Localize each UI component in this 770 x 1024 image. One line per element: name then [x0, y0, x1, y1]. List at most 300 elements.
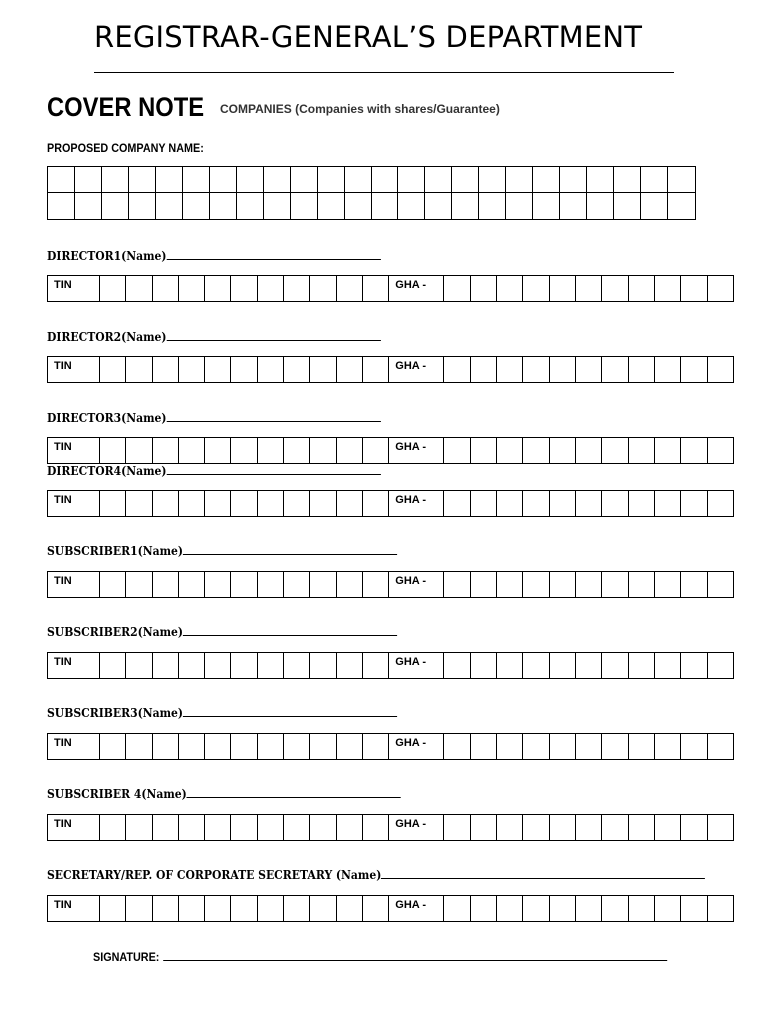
tin-digit-box[interactable]	[310, 357, 336, 382]
director2-tin-row[interactable]	[47, 356, 734, 383]
tin-label: TIN	[48, 653, 100, 678]
tin-digit-box[interactable]	[258, 734, 284, 759]
gha-digit-box[interactable]	[576, 572, 602, 597]
proposed-company-name-label: PROPOSED COMPANY NAME:	[47, 141, 204, 155]
gha-label: GHA -	[389, 572, 444, 597]
cover-heading	[47, 92, 500, 123]
tin-digit-box[interactable]	[337, 653, 363, 678]
gha-digit-box[interactable]	[708, 653, 733, 678]
cover-note-subtitle: COMPANIES (Companies with shares/Guarantee)	[219, 102, 500, 116]
tin-digit-box[interactable]	[153, 276, 179, 301]
director2-label: DIRECTOR2(Name)	[47, 330, 381, 344]
name-char-box[interactable]	[533, 193, 560, 219]
gha-digit-box[interactable]	[655, 357, 681, 382]
tin-digit-box[interactable]	[126, 438, 152, 463]
gha-digit-box[interactable]	[471, 491, 497, 516]
tin-digit-box[interactable]	[337, 438, 363, 463]
gha-digit-box[interactable]	[708, 438, 733, 463]
gha-digit-box[interactable]	[523, 572, 549, 597]
gha-digit-box[interactable]	[629, 896, 655, 921]
tin-digit-box[interactable]	[100, 357, 126, 382]
tin-digit-box[interactable]	[231, 896, 257, 921]
tin-digit-box[interactable]	[310, 653, 336, 678]
tin-digit-box[interactable]	[310, 896, 336, 921]
name-line[interactable]	[183, 625, 397, 636]
gha-digit-box[interactable]	[655, 896, 681, 921]
gha-digit-box[interactable]	[681, 653, 707, 678]
name-char-box[interactable]	[264, 193, 291, 219]
name-line[interactable]	[183, 706, 397, 717]
gha-digit-box[interactable]	[497, 815, 523, 840]
tin-digit-box[interactable]	[337, 815, 363, 840]
name-char-box[interactable]	[183, 167, 210, 193]
tin-digit-box[interactable]	[231, 491, 257, 516]
tin-digit-box[interactable]	[153, 491, 179, 516]
name-char-box[interactable]	[210, 167, 237, 193]
gha-digit-box[interactable]	[629, 653, 655, 678]
tin-digit-box[interactable]	[284, 357, 310, 382]
header-rule	[94, 72, 674, 73]
director3-tin-row[interactable]	[47, 437, 734, 464]
gha-digit-box[interactable]	[681, 491, 707, 516]
tin-digit-box[interactable]	[310, 734, 336, 759]
tin-digit-box[interactable]	[231, 438, 257, 463]
tin-digit-box[interactable]	[310, 491, 336, 516]
tin-digit-box[interactable]	[284, 438, 310, 463]
gha-digit-box[interactable]	[576, 357, 602, 382]
gha-digit-box[interactable]	[471, 276, 497, 301]
tin-digit-box[interactable]	[153, 357, 179, 382]
gha-digit-box[interactable]	[444, 438, 470, 463]
gha-digit-box[interactable]	[497, 896, 523, 921]
gha-digit-box[interactable]	[681, 357, 707, 382]
name-char-box[interactable]	[156, 167, 183, 193]
gha-digit-box[interactable]	[471, 438, 497, 463]
tin-digit-box[interactable]	[258, 491, 284, 516]
tin-digit-box[interactable]	[153, 438, 179, 463]
name-char-box[interactable]	[506, 167, 533, 193]
tin-digit-box[interactable]	[126, 276, 152, 301]
name-char-box[interactable]	[398, 167, 425, 193]
gha-label: GHA -	[389, 491, 444, 516]
name-char-box[interactable]	[398, 193, 425, 219]
director3-label: DIRECTOR3(Name)	[47, 411, 381, 425]
name-char-box[interactable]	[587, 193, 614, 219]
tin-label: TIN	[48, 734, 100, 759]
tin-digit-box[interactable]	[153, 896, 179, 921]
tin-digit-box[interactable]	[126, 572, 152, 597]
gha-digit-box[interactable]	[444, 491, 470, 516]
tin-digit-box[interactable]	[100, 491, 126, 516]
gha-digit-box[interactable]	[444, 357, 470, 382]
gha-digit-box[interactable]	[576, 276, 602, 301]
gha-digit-box[interactable]	[655, 815, 681, 840]
tin-digit-box[interactable]	[205, 896, 231, 921]
name-char-box[interactable]	[372, 167, 399, 193]
gha-digit-box[interactable]	[655, 734, 681, 759]
gha-digit-box[interactable]	[523, 438, 549, 463]
gha-digit-box[interactable]	[681, 896, 707, 921]
name-char-box[interactable]	[264, 167, 291, 193]
name-char-box[interactable]	[425, 193, 452, 219]
gha-digit-box[interactable]	[471, 653, 497, 678]
gha-digit-box[interactable]	[602, 491, 628, 516]
gha-digit-box[interactable]	[497, 572, 523, 597]
tin-digit-box[interactable]	[337, 734, 363, 759]
name-line[interactable]	[167, 249, 381, 260]
secretary-tin-row[interactable]	[47, 895, 734, 922]
tin-digit-box[interactable]	[231, 276, 257, 301]
tin-digit-box[interactable]	[126, 734, 152, 759]
tin-digit-box[interactable]	[179, 896, 205, 921]
gha-digit-box[interactable]	[708, 572, 733, 597]
tin-digit-box[interactable]	[310, 276, 336, 301]
gha-digit-box[interactable]	[444, 734, 470, 759]
tin-digit-box[interactable]	[310, 438, 336, 463]
gha-digit-box[interactable]	[708, 357, 733, 382]
gha-digit-box[interactable]	[523, 815, 549, 840]
gha-digit-box[interactable]	[681, 572, 707, 597]
gha-digit-box[interactable]	[655, 572, 681, 597]
gha-digit-box[interactable]	[523, 276, 549, 301]
name-char-box[interactable]	[641, 167, 668, 193]
tin-digit-box[interactable]	[126, 491, 152, 516]
gha-digit-box[interactable]	[523, 357, 549, 382]
tin-digit-box[interactable]	[310, 572, 336, 597]
tin-digit-box[interactable]	[100, 815, 126, 840]
name-char-box[interactable]	[102, 193, 129, 219]
gha-digit-box[interactable]	[681, 276, 707, 301]
tin-digit-box[interactable]	[231, 357, 257, 382]
tin-digit-box[interactable]	[100, 438, 126, 463]
gha-digit-box[interactable]	[550, 734, 576, 759]
gha-label: GHA -	[389, 276, 444, 301]
name-char-box[interactable]	[75, 193, 102, 219]
gha-digit-box[interactable]	[708, 276, 733, 301]
tin-digit-box[interactable]	[126, 357, 152, 382]
gha-digit-box[interactable]	[681, 815, 707, 840]
tin-digit-box[interactable]	[258, 653, 284, 678]
tin-digit-box[interactable]	[363, 572, 389, 597]
name-char-box[interactable]	[533, 167, 560, 193]
name-line[interactable]	[183, 544, 397, 555]
tin-label: TIN	[48, 438, 100, 463]
gha-digit-box[interactable]	[681, 734, 707, 759]
gha-digit-box[interactable]	[444, 572, 470, 597]
department-title: REGISTRAR-GENERAL’S DEPARTMENT	[94, 20, 643, 54]
gha-digit-box[interactable]	[471, 815, 497, 840]
gha-digit-box[interactable]	[681, 438, 707, 463]
name-char-box[interactable]	[479, 167, 506, 193]
cover-note-title: COVER NOTE	[47, 92, 205, 122]
tin-digit-box[interactable]	[100, 572, 126, 597]
name-char-box[interactable]	[506, 193, 533, 219]
gha-digit-box[interactable]	[471, 896, 497, 921]
subscriber4-tin-row[interactable]	[47, 814, 734, 841]
gha-digit-box[interactable]	[444, 653, 470, 678]
gha-digit-box[interactable]	[576, 734, 602, 759]
tin-digit-box[interactable]	[284, 491, 310, 516]
gha-digit-box[interactable]	[497, 438, 523, 463]
director1-label: DIRECTOR1(Name)	[47, 249, 381, 263]
tin-digit-box[interactable]	[337, 491, 363, 516]
name-line[interactable]	[381, 868, 705, 879]
tin-digit-box[interactable]	[153, 572, 179, 597]
tin-digit-box[interactable]	[100, 276, 126, 301]
name-char-box[interactable]	[237, 193, 264, 219]
tin-digit-box[interactable]	[284, 734, 310, 759]
tin-digit-box[interactable]	[258, 438, 284, 463]
gha-digit-box[interactable]	[497, 734, 523, 759]
director4-label: DIRECTOR4(Name)	[47, 464, 381, 478]
gha-digit-box[interactable]	[602, 815, 628, 840]
tin-digit-box[interactable]	[258, 572, 284, 597]
tin-digit-box[interactable]	[179, 491, 205, 516]
subscriber1-tin-row[interactable]	[47, 571, 734, 598]
name-line[interactable]	[187, 787, 401, 798]
tin-digit-box[interactable]	[363, 276, 389, 301]
gha-label: GHA -	[389, 438, 444, 463]
tin-label: TIN	[48, 357, 100, 382]
gha-digit-box[interactable]	[523, 653, 549, 678]
gha-label: GHA -	[389, 815, 444, 840]
name-char-box[interactable]	[129, 167, 156, 193]
name-line[interactable]	[167, 464, 381, 475]
gha-digit-box[interactable]	[708, 491, 733, 516]
tin-digit-box[interactable]	[205, 491, 231, 516]
name-char-box[interactable]	[479, 193, 506, 219]
name-char-box[interactable]	[560, 193, 587, 219]
gha-digit-box[interactable]	[629, 357, 655, 382]
signature-field	[93, 950, 667, 964]
tin-digit-box[interactable]	[231, 572, 257, 597]
tin-digit-box[interactable]	[363, 491, 389, 516]
tin-digit-box[interactable]	[231, 815, 257, 840]
gha-digit-box[interactable]	[444, 896, 470, 921]
tin-digit-box[interactable]	[205, 572, 231, 597]
name-char-box[interactable]	[668, 167, 695, 193]
name-char-box[interactable]	[75, 167, 102, 193]
gha-digit-box[interactable]	[655, 276, 681, 301]
gha-digit-box[interactable]	[471, 572, 497, 597]
gha-digit-box[interactable]	[444, 276, 470, 301]
subscriber3-label: SUBSCRIBER3(Name)	[47, 706, 397, 720]
director4-tin-row[interactable]	[47, 490, 734, 517]
tin-label: TIN	[48, 896, 100, 921]
subscriber4-label: SUBSCRIBER 4(Name)	[47, 787, 401, 801]
subscriber1-label: SUBSCRIBER1(Name)	[47, 544, 397, 558]
tin-digit-box[interactable]	[205, 734, 231, 759]
gha-digit-box[interactable]	[550, 357, 576, 382]
gha-digit-box[interactable]	[523, 491, 549, 516]
tin-digit-box[interactable]	[179, 357, 205, 382]
tin-digit-box[interactable]	[179, 438, 205, 463]
name-char-box[interactable]	[587, 167, 614, 193]
tin-digit-box[interactable]	[205, 653, 231, 678]
tin-digit-box[interactable]	[179, 276, 205, 301]
name-char-box[interactable]	[183, 193, 210, 219]
subscriber2-label: SUBSCRIBER2(Name)	[47, 625, 397, 639]
gha-digit-box[interactable]	[576, 491, 602, 516]
tin-digit-box[interactable]	[258, 357, 284, 382]
tin-digit-box[interactable]	[231, 653, 257, 678]
gha-digit-box[interactable]	[550, 491, 576, 516]
gha-label: GHA -	[389, 357, 444, 382]
name-char-box[interactable]	[668, 193, 695, 219]
name-char-box[interactable]	[318, 167, 345, 193]
tin-digit-box[interactable]	[337, 896, 363, 921]
tin-digit-box[interactable]	[363, 734, 389, 759]
name-char-box[interactable]	[452, 193, 479, 219]
gha-digit-box[interactable]	[655, 653, 681, 678]
gha-digit-box[interactable]	[602, 896, 628, 921]
gha-digit-box[interactable]	[602, 653, 628, 678]
gha-digit-box[interactable]	[550, 653, 576, 678]
gha-digit-box[interactable]	[550, 815, 576, 840]
tin-digit-box[interactable]	[258, 815, 284, 840]
tin-digit-box[interactable]	[337, 357, 363, 382]
gha-digit-box[interactable]	[576, 815, 602, 840]
gha-digit-box[interactable]	[497, 491, 523, 516]
gha-digit-box[interactable]	[576, 896, 602, 921]
subscriber3-tin-row[interactable]	[47, 733, 734, 760]
tin-digit-box[interactable]	[126, 653, 152, 678]
gha-digit-box[interactable]	[497, 653, 523, 678]
name-char-box[interactable]	[560, 167, 587, 193]
name-char-box[interactable]	[372, 193, 399, 219]
gha-digit-box[interactable]	[602, 572, 628, 597]
name-char-box[interactable]	[345, 193, 372, 219]
tin-digit-box[interactable]	[284, 572, 310, 597]
tin-digit-box[interactable]	[284, 896, 310, 921]
secretary-label: SECRETARY/REP. OF CORPORATE SECRETARY (Name)	[47, 868, 705, 882]
name-line[interactable]	[167, 330, 381, 341]
name-char-box[interactable]	[156, 193, 183, 219]
tin-digit-box[interactable]	[126, 896, 152, 921]
name-char-box[interactable]	[129, 193, 156, 219]
tin-label: TIN	[48, 815, 100, 840]
name-char-box[interactable]	[237, 167, 264, 193]
gha-digit-box[interactable]	[444, 815, 470, 840]
tin-digit-box[interactable]	[284, 815, 310, 840]
gha-label: GHA -	[389, 734, 444, 759]
tin-digit-box[interactable]	[100, 734, 126, 759]
tin-digit-box[interactable]	[363, 438, 389, 463]
name-char-box[interactable]	[614, 167, 641, 193]
gha-label: GHA -	[389, 896, 444, 921]
gha-digit-box[interactable]	[629, 491, 655, 516]
tin-digit-box[interactable]	[153, 815, 179, 840]
tin-digit-box[interactable]	[231, 734, 257, 759]
gha-digit-box[interactable]	[550, 572, 576, 597]
tin-digit-box[interactable]	[258, 896, 284, 921]
gha-digit-box[interactable]	[655, 438, 681, 463]
name-char-box[interactable]	[641, 193, 668, 219]
name-char-box[interactable]	[48, 193, 75, 219]
gha-digit-box[interactable]	[497, 276, 523, 301]
gha-digit-box[interactable]	[629, 438, 655, 463]
tin-digit-box[interactable]	[337, 276, 363, 301]
subscriber2-tin-row[interactable]	[47, 652, 734, 679]
gha-digit-box[interactable]	[655, 491, 681, 516]
tin-digit-box[interactable]	[153, 734, 179, 759]
name-char-box[interactable]	[452, 167, 479, 193]
name-char-box[interactable]	[102, 167, 129, 193]
tin-digit-box[interactable]	[363, 896, 389, 921]
gha-digit-box[interactable]	[629, 276, 655, 301]
gha-digit-box[interactable]	[471, 734, 497, 759]
tin-label: TIN	[48, 572, 100, 597]
gha-digit-box[interactable]	[602, 438, 628, 463]
tin-digit-box[interactable]	[337, 572, 363, 597]
tin-digit-box[interactable]	[284, 276, 310, 301]
gha-digit-box[interactable]	[550, 438, 576, 463]
tin-digit-box[interactable]	[205, 276, 231, 301]
tin-digit-box[interactable]	[153, 653, 179, 678]
gha-digit-box[interactable]	[602, 357, 628, 382]
gha-digit-box[interactable]	[550, 896, 576, 921]
name-char-box[interactable]	[48, 167, 75, 193]
signature-label: SIGNATURE:	[93, 950, 160, 964]
director1-tin-row[interactable]	[47, 275, 734, 302]
tin-digit-box[interactable]	[205, 357, 231, 382]
name-char-box[interactable]	[345, 167, 372, 193]
tin-digit-box[interactable]	[310, 815, 336, 840]
gha-digit-box[interactable]	[602, 276, 628, 301]
tin-digit-box[interactable]	[363, 653, 389, 678]
gha-digit-box[interactable]	[497, 357, 523, 382]
name-char-box[interactable]	[210, 193, 237, 219]
tin-digit-box[interactable]	[100, 896, 126, 921]
gha-digit-box[interactable]	[602, 734, 628, 759]
gha-digit-box[interactable]	[576, 653, 602, 678]
company-name-grid[interactable]	[47, 166, 696, 220]
tin-digit-box[interactable]	[179, 734, 205, 759]
name-char-box[interactable]	[425, 167, 452, 193]
tin-digit-box[interactable]	[179, 653, 205, 678]
gha-digit-box[interactable]	[708, 815, 733, 840]
signature-line[interactable]	[163, 950, 667, 961]
gha-digit-box[interactable]	[629, 572, 655, 597]
tin-digit-box[interactable]	[179, 572, 205, 597]
tin-digit-box[interactable]	[100, 653, 126, 678]
tin-digit-box[interactable]	[363, 357, 389, 382]
tin-digit-box[interactable]	[205, 438, 231, 463]
gha-digit-box[interactable]	[629, 734, 655, 759]
name-char-box[interactable]	[318, 193, 345, 219]
gha-label: GHA -	[389, 653, 444, 678]
name-char-box[interactable]	[291, 193, 318, 219]
name-char-box[interactable]	[614, 193, 641, 219]
gha-digit-box[interactable]	[708, 734, 733, 759]
name-line[interactable]	[167, 411, 381, 422]
tin-digit-box[interactable]	[284, 653, 310, 678]
gha-digit-box[interactable]	[523, 734, 549, 759]
gha-digit-box[interactable]	[629, 815, 655, 840]
gha-digit-box[interactable]	[550, 276, 576, 301]
gha-digit-box[interactable]	[708, 896, 733, 921]
gha-digit-box[interactable]	[523, 896, 549, 921]
tin-digit-box[interactable]	[205, 815, 231, 840]
tin-label: TIN	[48, 491, 100, 516]
tin-digit-box[interactable]	[258, 276, 284, 301]
name-char-box[interactable]	[291, 167, 318, 193]
gha-digit-box[interactable]	[471, 357, 497, 382]
gha-digit-box[interactable]	[576, 438, 602, 463]
tin-digit-box[interactable]	[126, 815, 152, 840]
tin-digit-box[interactable]	[179, 815, 205, 840]
tin-digit-box[interactable]	[363, 815, 389, 840]
